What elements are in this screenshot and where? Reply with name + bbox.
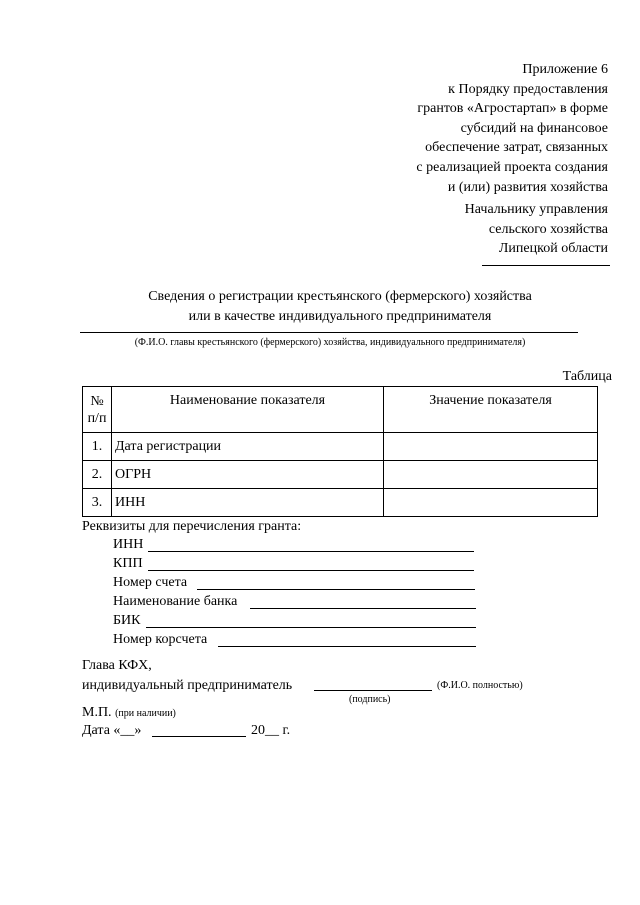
- header-name: Наименование показателя: [112, 387, 384, 433]
- requisite-line-bank[interactable]: [250, 608, 476, 609]
- table-row: [83, 433, 598, 461]
- requisite-label-bank: Наименование банка: [113, 594, 238, 609]
- appendix-line: к Порядку предоставления: [448, 81, 608, 97]
- appendix-line: обеспечение затрат, связанных: [425, 140, 608, 156]
- requisite-line-bik[interactable]: [146, 627, 476, 628]
- signature-line[interactable]: [314, 690, 432, 691]
- table-row: [83, 461, 598, 489]
- addressee-line: Липецкой области: [498, 241, 608, 257]
- requisite-line-account[interactable]: [197, 589, 475, 590]
- document-title: [0, 287, 640, 326]
- appendix-block: [416, 60, 608, 197]
- addressee-line: сельского хозяйства: [488, 221, 608, 237]
- addressee-block: [465, 200, 608, 259]
- row-name: Дата регистрации: [112, 433, 384, 461]
- stamp-label: М.П.: [82, 705, 112, 720]
- requisite-label-kpp: КПП: [113, 556, 143, 571]
- row-num: 1.: [83, 433, 112, 461]
- fio-caption: (Ф.И.О. главы крестьянского (фермерского) хозяйства, индивидуального предпринимателя): [134, 337, 526, 348]
- registration-table: [82, 386, 598, 517]
- row-num: 2.: [83, 461, 112, 489]
- date-month-line[interactable]: [152, 736, 246, 737]
- requisite-label-bik: БИК: [113, 613, 141, 628]
- table-row: [83, 489, 598, 517]
- fio-full-note: (Ф.И.О. полностью): [437, 680, 523, 691]
- row-name: ОГРН: [112, 461, 384, 489]
- header-num: № п/п: [83, 387, 112, 433]
- requisite-label-corr-account: Номер корсчета: [113, 632, 208, 647]
- row-value[interactable]: [384, 489, 598, 517]
- appendix-line: Приложение 6: [522, 62, 608, 77]
- row-value[interactable]: [384, 433, 598, 461]
- row-num: 3.: [83, 489, 112, 517]
- title-line-1: Сведения о регистрации крестьянского (фермерского) хозяйства: [148, 289, 532, 304]
- stamp-place: [82, 705, 176, 721]
- appendix-line: с реализацией проекта создания: [416, 159, 608, 175]
- table-header-row: [83, 387, 598, 433]
- requisite-label-inn: ИНН: [113, 537, 144, 552]
- requisite-label-account: Номер счета: [113, 575, 188, 590]
- appendix-line: грантов «Агростартап» в форме: [417, 101, 608, 117]
- row-value[interactable]: [384, 461, 598, 489]
- addressee-line: Начальнику управления: [464, 202, 608, 217]
- date-prefix: Дата «__»: [82, 723, 142, 738]
- signature-note: (подпись): [349, 694, 391, 705]
- fio-line: [80, 332, 578, 333]
- signature-title-1: Глава КФХ,: [82, 658, 152, 673]
- signature-title-2: индивидуальный предприниматель: [82, 678, 293, 693]
- addressee-name-line: [482, 265, 610, 266]
- appendix-line: субсидий на финансовое: [460, 120, 608, 136]
- requisites-heading: Реквизиты для перечисления гранта:: [82, 519, 302, 534]
- appendix-line: и (или) развития хозяйства: [447, 179, 608, 195]
- header-value: Значение показателя: [384, 387, 598, 433]
- requisite-line-kpp[interactable]: [148, 570, 474, 571]
- stamp-note: (при наличии): [115, 708, 176, 719]
- requisite-line-inn[interactable]: [148, 551, 474, 552]
- requisite-line-corr-account[interactable]: [218, 646, 476, 647]
- table-caption: Таблица: [562, 369, 612, 384]
- row-name: ИНН: [112, 489, 384, 517]
- title-line-2: или в качестве индивидуального предпринимателя: [188, 308, 492, 324]
- date-year: 20__ г.: [251, 723, 291, 738]
